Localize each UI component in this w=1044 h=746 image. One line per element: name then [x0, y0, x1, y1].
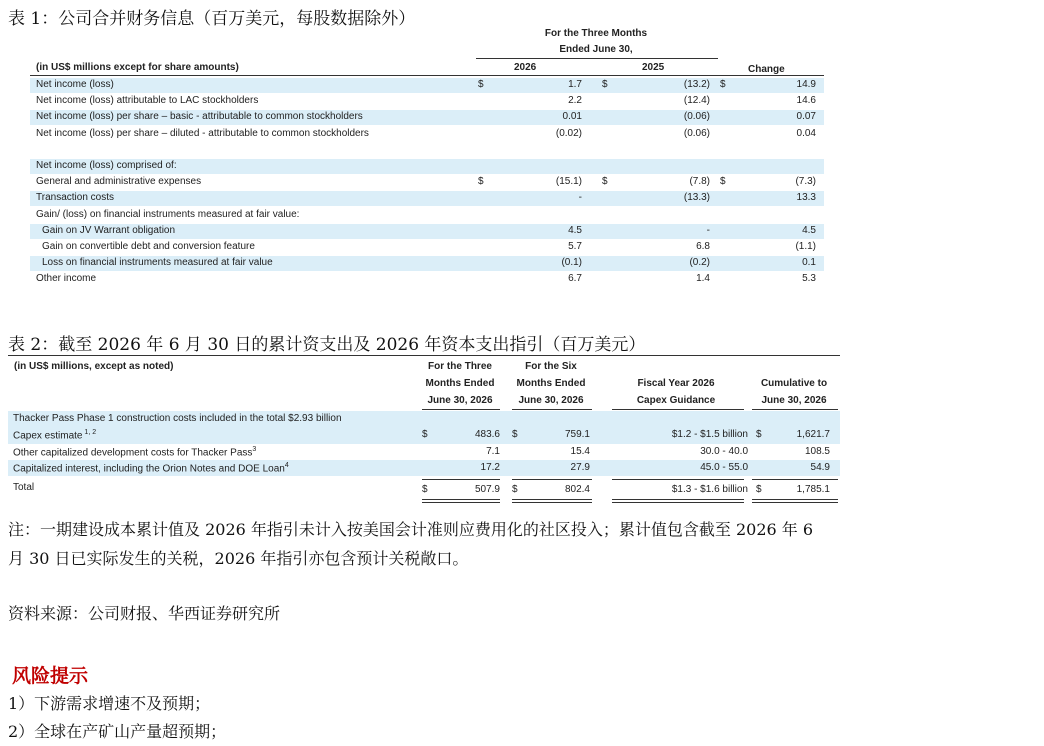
currency-symbol: $ — [512, 429, 518, 440]
value-six-months: 15.4 — [570, 446, 590, 457]
table2-col1-line2: Months Ended — [425, 378, 495, 389]
value-2025: 1.4 — [696, 273, 710, 285]
table2-col2-rule — [512, 409, 592, 410]
total-double-rule — [422, 499, 500, 500]
value-cumulative: 1,785.1 — [796, 484, 830, 495]
value-six-months: 759.1 — [564, 429, 590, 440]
value-cumulative: 1,621.7 — [796, 429, 830, 440]
value-2026: 0.01 — [562, 111, 582, 123]
value-2025: (13.3) — [683, 192, 710, 204]
value-guidance: 45.0 - 55.0 — [700, 462, 748, 473]
table2-col2-line2: Months Ended — [516, 378, 586, 389]
value-change: (1.1) — [795, 241, 816, 252]
currency-symbol: $ — [720, 79, 726, 90]
currency-symbol: $ — [756, 429, 762, 440]
value-2026: - — [578, 192, 582, 204]
value-2026: 1.7 — [568, 79, 582, 90]
table2-col4-line1: Cumulative to — [760, 378, 828, 389]
row-label: Loss on financial instruments measured at fair value — [42, 257, 273, 269]
total-double-rule — [612, 499, 744, 500]
note-line-2: 月 30 日已实际发生的关税，2026 年指引亦包含预计关税敞口。 — [8, 549, 469, 568]
value-2025: (0.06) — [683, 127, 710, 139]
row-label: Net income (loss) per share – basic - attributable to common stockholders — [36, 111, 363, 123]
total-top-rule — [422, 479, 500, 480]
table1-period-header-1: For the Three Months — [544, 28, 648, 39]
table1-col-change: Change — [748, 64, 785, 75]
value-2025: (12.4) — [683, 95, 710, 107]
table2-caption: 表 2：截至 2026 年 6 月 30 日的累计资支出及 2026 年资本支出指引（百万美元） — [8, 335, 646, 355]
table2-col2-line1: For the Six — [525, 361, 577, 372]
currency-symbol: $ — [478, 79, 484, 90]
table1-period-rule — [476, 58, 718, 59]
row-label: General and administrative expenses — [36, 176, 202, 188]
total-double-rule — [752, 502, 838, 503]
currency-symbol: $ — [422, 484, 428, 495]
table2-col3-line1: Fiscal Year 2026 — [637, 378, 715, 389]
value-change: 13.3 — [796, 192, 816, 204]
value-six-months: 27.9 — [570, 462, 590, 473]
row-label: Thacker Pass Phase 1 construction costs included in the total $2.93 billion — [13, 413, 342, 424]
row-label: Other income — [36, 273, 97, 285]
value-guidance: 30.0 - 40.0 — [700, 446, 748, 457]
table2-unit-label: (in US$ millions, except as noted) — [14, 361, 174, 372]
value-2026: 6.7 — [568, 273, 582, 285]
value-three-months: 7.1 — [486, 446, 500, 457]
value-six-months: 802.4 — [564, 484, 590, 495]
value-cumulative: 108.5 — [804, 446, 830, 457]
row-label-cont: Capex estimate $^{1, 2}$ — [13, 429, 97, 442]
value-2025: (0.06) — [683, 111, 710, 123]
currency-symbol: $ — [720, 176, 726, 188]
table2-col4-rule — [752, 409, 838, 410]
value-guidance: $1.3 - $1.6 billion — [671, 484, 748, 495]
row-label: Net income (loss) attributable to LAC stockholders — [36, 95, 259, 107]
table1-period-header-2: Ended June 30, — [559, 44, 633, 55]
risk-item-2: 2）全球在产矿山产量超预期； — [8, 722, 227, 741]
value-2025: (13.2) — [683, 79, 710, 90]
value-change: 0.1 — [802, 257, 816, 269]
value-2026: (0.1) — [561, 257, 582, 269]
table2-col1-rule — [422, 409, 500, 410]
note-line-1: 注：一期建设成本累计值及 2026 年指引未计入按美国会计准则应费用化的社区投入；累计值包含截至 2026 年 6 — [8, 520, 814, 539]
value-2025: (7.8) — [689, 176, 710, 188]
total-double-rule — [512, 502, 592, 503]
row-label: Net income (loss) — [36, 79, 114, 90]
table2-col3-rule — [612, 409, 744, 410]
row-label: Capitalized interest, including the Orion Notes and DOE Loan$^4$ — [13, 462, 289, 475]
value-2025: 6.8 — [696, 241, 710, 252]
value-2026: (15.1) — [555, 176, 582, 188]
total-double-rule — [752, 499, 838, 500]
row-label: Net income (loss) comprised of: — [36, 160, 177, 171]
value-change: 0.07 — [796, 111, 816, 123]
currency-symbol: $ — [602, 79, 608, 90]
value-change: (7.3) — [795, 176, 816, 188]
total-top-rule — [512, 479, 592, 480]
table2-col2-line3: June 30, 2026 — [518, 395, 584, 406]
currency-symbol: $ — [512, 484, 518, 495]
table2-col1-line1: For the Three — [428, 361, 492, 372]
value-three-months: 483.6 — [474, 429, 500, 440]
footnote-marker: 4 — [284, 462, 289, 469]
risk-title: 风险提示 — [12, 665, 89, 687]
table2-top-rule — [8, 355, 840, 356]
row-label: Gain/ (loss) on financial instruments measured at fair value: — [36, 208, 300, 220]
currency-symbol: $ — [422, 429, 428, 440]
value-2025: - — [706, 224, 710, 236]
table2-col1-line3: June 30, 2026 — [427, 395, 493, 406]
footnote-marker: 1, 2 — [82, 429, 97, 436]
value-three-months: 17.2 — [480, 462, 500, 473]
table-row — [30, 143, 824, 158]
total-double-rule — [422, 502, 500, 503]
table1-unit-label: (in US$ millions except for share amounts) — [36, 62, 239, 73]
currency-symbol: $ — [478, 176, 484, 188]
value-change: 14.9 — [796, 79, 816, 90]
table1-caption: 表 1：公司合并财务信息（百万美元，每股数据除外） — [8, 9, 416, 29]
table2-col3-line2: Capex Guidance — [636, 395, 716, 406]
row-label: Net income (loss) per share – diluted - attributable to common stockholders — [36, 127, 369, 139]
table1-header-rule — [30, 75, 824, 76]
value-2025: (0.2) — [689, 257, 710, 269]
value-2026: 2.2 — [568, 95, 582, 107]
total-double-rule — [512, 499, 592, 500]
total-double-rule — [612, 502, 744, 503]
row-label: Other capitalized development costs for Thacker Pass$^3$ — [13, 446, 257, 459]
footnote-marker: 3 — [252, 446, 257, 453]
value-cumulative: 54.9 — [810, 462, 830, 473]
value-change: 14.6 — [796, 95, 816, 107]
row-label: Transaction costs — [36, 192, 114, 204]
value-guidance: $1.2 - $1.5 billion — [671, 429, 748, 440]
row-label: Total — [13, 482, 35, 493]
value-change: 4.5 — [802, 224, 816, 236]
currency-symbol: $ — [756, 484, 762, 495]
row-label: Gain on convertible debt and conversion feature — [42, 241, 255, 252]
risk-item-1: 1）下游需求增速不及预期； — [8, 694, 211, 713]
value-2026: (0.02) — [555, 127, 582, 139]
value-2026: 4.5 — [568, 224, 582, 236]
value-2026: 5.7 — [568, 241, 582, 252]
row-label: Gain on JV Warrant obligation — [42, 224, 176, 236]
value-three-months: 507.9 — [474, 484, 500, 495]
total-top-rule — [612, 479, 744, 480]
source-text: 资料来源：公司财报、华西证券研究所 — [8, 604, 281, 623]
table1-col-2026: 2026 — [514, 62, 537, 73]
table2-col4-line2: June 30, 2026 — [761, 395, 827, 406]
currency-symbol: $ — [602, 176, 608, 188]
value-change: 5.3 — [802, 273, 816, 285]
total-top-rule — [752, 479, 838, 480]
table1-col-2025: 2025 — [642, 62, 665, 73]
value-change: 0.04 — [796, 127, 816, 139]
